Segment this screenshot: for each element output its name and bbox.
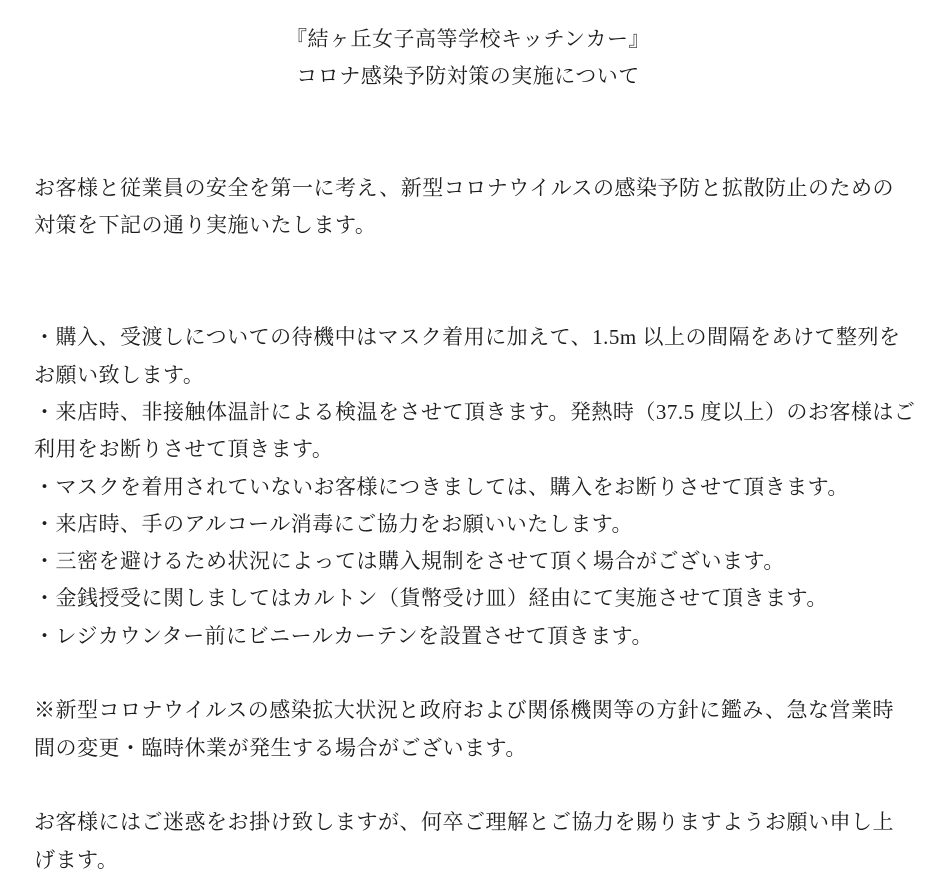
measure-item-line: ・金銭授受に関しましてはカルトン（貨幣受け皿）経由にて実施させて頂きます。 — [34, 586, 828, 611]
title-line-1: 『結ヶ丘女子高等学校キッチンカー』 — [285, 27, 651, 51]
measure-item-line: ・マスクを着用されていないお客様につきましては、購入をお断りさせて頂きます。 — [34, 474, 849, 499]
measure-item-4 — [34, 506, 902, 543]
measure-item-2 — [34, 394, 916, 469]
intro-line-2: 対策を下記の通り実施いたします。 — [34, 213, 377, 238]
measure-item-line: ・レジカウンター前にビニールカーテンを設置させて頂きます。 — [34, 623, 653, 648]
intro-line-1: お客様と従業員の安全を第一に考え、新型コロナウイルスの感染予防と拡散防止のための — [34, 176, 894, 201]
measure-item-line: 利用をお断りさせて頂きます。 — [34, 437, 334, 462]
closing-paragraph — [34, 804, 902, 879]
note-line-2: 間の変更・臨時休業が発生する場合がございます。 — [34, 735, 527, 760]
measure-item-line: お願い致します。 — [34, 362, 205, 387]
document-title — [34, 21, 902, 96]
measure-item-1 — [34, 319, 902, 394]
measure-item-line: ・三密を避けるため状況によっては購入規制をさせて頂く場合がございます。 — [34, 549, 785, 574]
measure-item-7 — [34, 618, 902, 655]
intro-paragraph — [34, 170, 902, 245]
measure-item-line: ・購入、受渡しについての待機中はマスク着用に加えて、1.5m 以上の間隔をあけて整列を — [34, 325, 901, 350]
note-line-1: ※新型コロナウイルスの感染拡大状況と政府および関係機関等の方針に鑑み、急な営業時 — [34, 698, 894, 723]
closing-line-1: お客様にはご迷惑をお掛け致しますが、何卒ご理解とご協力を賜りますようお願い申し上 — [34, 810, 894, 835]
measure-item-5 — [34, 543, 902, 580]
measure-item-3 — [34, 469, 902, 506]
measure-item-6 — [34, 580, 902, 617]
note-paragraph — [34, 692, 902, 767]
measure-item-line: ・来店時、手のアルコール消毒にご協力をお願いいたします。 — [34, 511, 634, 536]
closing-line-2: げます。 — [34, 847, 119, 872]
measures-list — [34, 319, 916, 655]
measure-item-line: ・来店時、非接触体温計による検温をさせて頂きます。発熱時（37.5 度以上）のお客様はご — [34, 399, 916, 424]
title-line-2: コロナ感染予防対策の実施について — [296, 64, 640, 89]
